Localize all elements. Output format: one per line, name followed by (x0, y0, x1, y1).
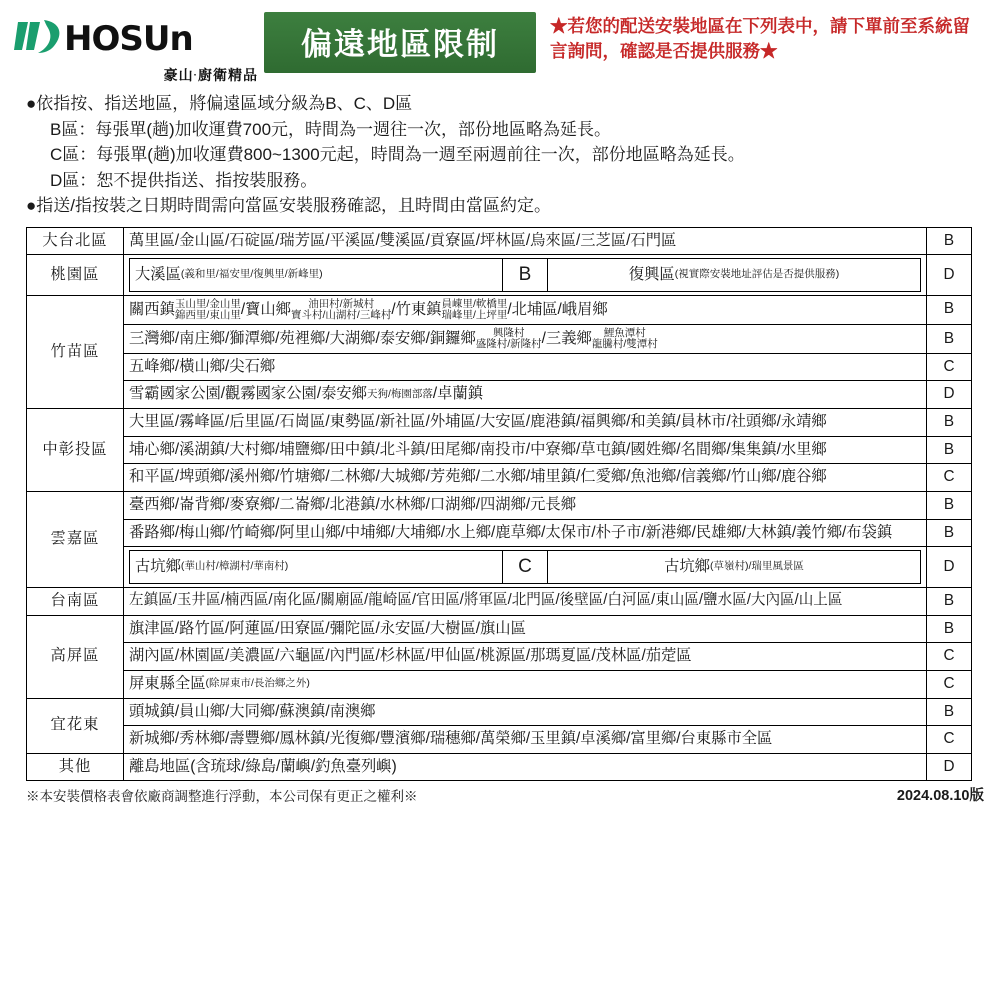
brand-logo (14, 10, 264, 85)
table-row (27, 295, 972, 324)
area-list-cell: 旗津區/路竹區/阿蓮區/田寮區/彌陀區/永安區/大樹區/旗山區 (124, 615, 927, 643)
grade-cell: D (927, 381, 972, 409)
area-list-cell: 離島地區(含琉球/綠島/蘭嶼/釣魚臺列嶼) (124, 753, 927, 781)
policy-note-1: B區：每張單(趟)加收運費700元，時間為一週往一次，部份地區略為延長。 (50, 119, 612, 139)
grade-cell: B (927, 295, 972, 324)
table-row (27, 643, 972, 671)
table-row (27, 409, 972, 437)
document-footer (0, 781, 1000, 805)
grade-cell: C (927, 726, 972, 754)
policy-note-3: D區：恕不提供指送、指按裝服務。 (50, 170, 318, 190)
area-list-cell: 大里區/霧峰區/后里區/石崗區/東勢區/新社區/外埔區/大安區/鹿港鎮/福興鄉/和美鎮/員林市/社頭鄉/永靖鄉 (124, 409, 927, 437)
footer-version: 2024.08.10版 (896, 788, 984, 805)
table-row (27, 255, 972, 296)
grade-middle: B (503, 259, 548, 292)
grade-cell: C (927, 464, 972, 492)
region-label: 宜花東 (27, 698, 124, 753)
grade-cell: B (927, 409, 972, 437)
area-list-left: 大溪區(義和里/福安里/復興里/新峰里) (130, 259, 503, 292)
region-label: 中彰投區 (27, 409, 124, 492)
region-label: 高屏區 (27, 615, 124, 698)
grade-cell: C (927, 353, 972, 381)
grade-cell: B (927, 519, 972, 547)
brand-sub-cn2: 廚衛精品 (198, 67, 258, 83)
grade-cell: D (927, 547, 972, 588)
grade-cell: B (927, 615, 972, 643)
table-row (27, 492, 972, 520)
grade-cell: C (927, 670, 972, 698)
region-label: 台南區 (27, 587, 124, 615)
area-list-cell (124, 547, 927, 588)
grade-cell: D (927, 255, 972, 296)
table-row (27, 698, 972, 726)
area-list-cell: 頭城鎮/員山鄉/大同鄉/蘇澳鎮/南澳鄉 (124, 698, 927, 726)
area-list-cell: 新城鄉/秀林鄉/壽豐鄉/鳳林鎮/光復鄉/豐濱鄉/瑞穗鄉/萬榮鄉/玉里鎮/卓溪鄉/富里鄉/台東縣市全區 (124, 726, 927, 754)
area-list-cell: 五峰鄉/橫山鄉/尖石鄉 (124, 353, 927, 381)
grade-cell: B (927, 587, 972, 615)
area-list-cell: 和平區/埤頭鄉/溪州鄉/竹塘鄉/二林鄉/大城鄉/芳苑鄉/二水鄉/埔里鎮/仁愛鄉/魚池鄉/信義鄉/竹山鄉/鹿谷鄉 (124, 464, 927, 492)
area-list-cell: 左鎮區/玉井區/楠西區/南化區/關廟區/龍崎區/官田區/將軍區/北門區/後壁區/白河區/東山區/鹽水區/大內區/山上區 (124, 587, 927, 615)
grade-cell: B (927, 436, 972, 464)
table-row (27, 587, 972, 615)
policy-note-0: ●依指按、指送地區，將偏遠區域分級為B、C、D區 (26, 94, 413, 113)
area-list-cell: 埔心鄉/溪湖鎮/大村鄉/埔鹽鄉/田中鎮/北斗鎮/田尾鄉/南投市/中寮鄉/草屯鎮/國姓鄉/名間鄉/集集鎮/水里鄉 (124, 436, 927, 464)
table-row (27, 464, 972, 492)
area-list-cell: 關西鎮玉山里/金山里 錦西里/東山里/寶山鄉 油田村/新城村 寶斗村/山湖村/三峰村/竹東鎮員崠里/軟橋里 瑞峰里/上坪里/北埔區/峨眉鄉 (124, 295, 927, 324)
hosun-swoosh-icon (14, 16, 66, 61)
region-label: 桃園區 (27, 255, 124, 296)
area-list-cell: 萬里區/金山區/石碇區/瑞芳區/平溪區/雙溪區/貢寮區/坪林區/烏來區/三芝區/石門區 (124, 227, 927, 255)
region-label: 大台北區 (27, 227, 124, 255)
policy-notes (0, 85, 1000, 223)
page-title: 偏遠地區限制 (264, 12, 536, 73)
zone-table (26, 227, 972, 782)
table-row (27, 753, 972, 781)
table-row (27, 324, 972, 353)
area-list-cell: 湖內區/林園區/美濃區/六龜區/內門區/杉林區/甲仙區/桃源區/那瑪夏區/茂林區/茄萣區 (124, 643, 927, 671)
grade-cell: C (927, 643, 972, 671)
grade-cell: B (927, 227, 972, 255)
table-row (27, 227, 972, 255)
brand-wordmark: HOSUn (64, 18, 193, 59)
table-row (27, 547, 972, 588)
brand-sub-cn: 豪山 (163, 67, 194, 83)
area-list-cell: 雪霸國家公園/觀霧國家公園/泰安鄉天狗/梅園部落/卓蘭鎮 (124, 381, 927, 409)
table-row (27, 726, 972, 754)
footer-note: ※本安裝價格表會依廠商調整進行浮動，本公司保有更正之權利※ (26, 789, 418, 805)
area-list-right: 復興區(視實際安裝地址評估是否提供服務) (548, 259, 921, 292)
table-row (27, 353, 972, 381)
table-row (27, 670, 972, 698)
area-list-cell: 臺西鄉/崙背鄉/麥寮鄉/二崙鄉/北港鎮/水林鄉/口湖鄉/四湖鄉/元長鄉 (124, 492, 927, 520)
notice-text: ★若您的配送安裝地區在下列表中，請下單前至系統留言詢問，確認是否提供服務★ (550, 16, 970, 62)
grade-cell: D (927, 753, 972, 781)
area-list-left: 古坑鄉(華山村/樟湖村/華南村) (130, 551, 503, 584)
area-list-right: 古坑鄉(草嶺村)/瑞里風景區 (548, 551, 921, 584)
area-list-cell: 番路鄉/梅山鄉/竹崎鄉/阿里山鄉/中埔鄉/大埔鄉/水上鄉/鹿草鄉/太保市/朴子市/新港鄉/民雄鄉/大林鎮/義竹鄉/布袋鎮 (124, 519, 927, 547)
region-label: 其他 (27, 753, 124, 781)
table-row (27, 381, 972, 409)
area-list-cell (124, 255, 927, 296)
brand-sub-dot: · (193, 70, 198, 81)
table-row (27, 436, 972, 464)
region-label: 竹苗區 (27, 295, 124, 408)
table-row (27, 615, 972, 643)
document-header (0, 0, 1000, 85)
grade-cell: B (927, 698, 972, 726)
grade-cell: B (927, 324, 972, 353)
region-label: 雲嘉區 (27, 492, 124, 588)
brand-subtitle (14, 65, 264, 85)
policy-note-2: C區：每張單(趟)加收運費800~1300元起，時間為一週至兩週前往一次，部份地區略為延長。 (50, 145, 745, 164)
area-list-cell: 三灣鄉/南庄鄉/獅潭鄉/苑裡鄉/大湖鄉/泰安鄉/銅鑼鄉 興隆村 盛隆村/新隆村/三義鄉 鯉魚潭村 龍騰村/雙潭村 (124, 324, 927, 353)
policy-note-4: ●指送/指按裝之日期時間需向當區安裝服務確認，且時間由當區約定。 (26, 196, 551, 215)
table-row (27, 519, 972, 547)
grade-cell: B (927, 492, 972, 520)
grade-middle: C (503, 551, 548, 584)
area-list-cell: 屏東縣全區(除屏東市/長治鄉之外) (124, 670, 927, 698)
